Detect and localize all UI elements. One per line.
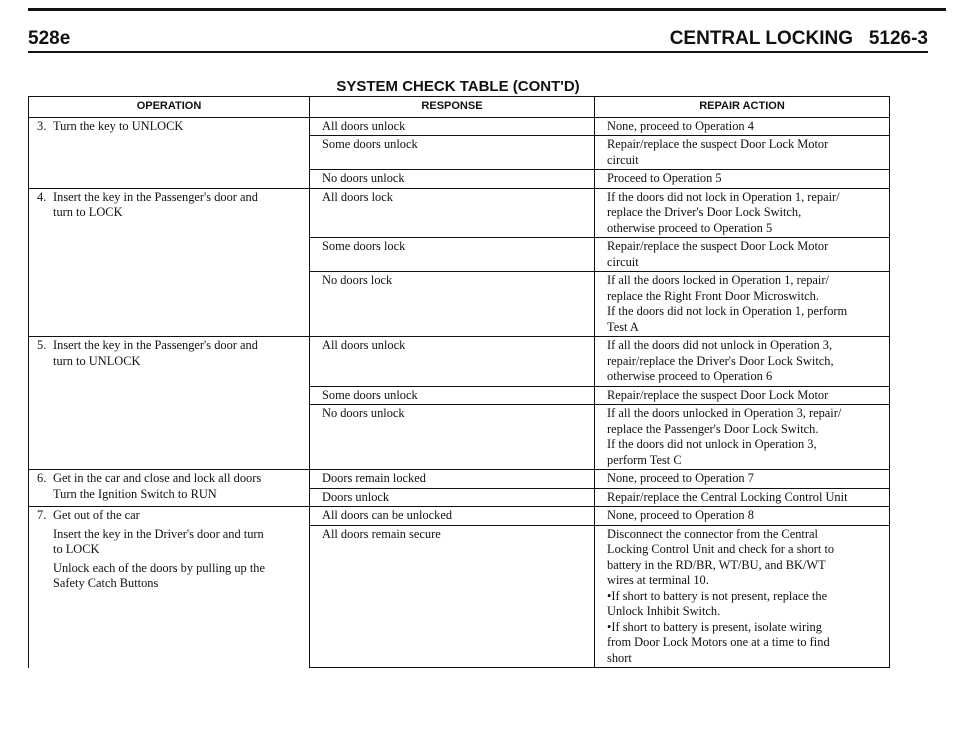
repair-action-text: If all the doors unlocked in Operation 3, repair/ [607,406,842,420]
repair-action-bullet: • If short to battery is present, isolate wiring [607,620,881,636]
table-title: SYSTEM CHECK TABLE (CONT'D) [336,78,580,95]
repair-action-text: replace the Right Front Door Microswitch. [607,288,819,303]
table-row [29,470,890,489]
repair-action-text: circuit [607,254,639,269]
repair-action-cell [595,405,890,470]
repair-action-text: None, proceed to Operation 4 [607,118,754,133]
repair-action-text: Repair/replace the Central Locking Control Unit [607,489,848,504]
response-cell: All doors can be unlocked [310,507,595,526]
operation-number: 4. [37,189,47,204]
response-cell: All doors remain secure [310,525,595,668]
repair-action-text: None, proceed to Operation 7 [607,471,754,485]
repair-action-text: If the doors did not unlock in Operation 3, [607,437,817,451]
repair-action-text: otherwise proceed to Operation 6 [607,369,773,383]
operation-text: Insert the key in the Passenger's door and [53,338,258,352]
operation-number: 6. [37,471,47,485]
repair-action-cell [595,136,890,170]
repair-action-text: If the doors did not lock in Operation 1, repair/ [607,189,840,204]
repair-action-cell [595,188,890,238]
column-header-response: RESPONSE [310,97,595,118]
repair-action-bullet: • If short to battery is not present, replace the [607,589,881,605]
repair-action-text: Repair/replace the suspect Door Lock Motor [607,387,829,402]
repair-action-text: Repair/replace the suspect Door Lock Motor [607,137,829,151]
operation-text: Insert the key in the Driver's door and turn [53,526,264,541]
column-header-operation: OPERATION [29,97,310,118]
operation-text: Get in the car and close and lock all doors [53,471,262,485]
operation-number: 5. [37,338,47,352]
repair-action-cell [595,386,890,405]
operation-text: turn to UNLOCK [53,353,141,368]
repair-action-text: Test A [607,319,639,334]
repair-action-text: perform Test C [607,452,682,467]
repair-action-bullet: Unlock Inhibit Switch. [607,604,721,618]
operation-cell [29,337,310,470]
repair-action-bullet: from Door Lock Motors one at a time to find [607,635,830,649]
table-row [29,117,890,136]
repair-action-text: otherwise proceed to Operation 5 [607,220,773,235]
model-label: 528e [28,28,71,49]
operation-text: Insert the key in the Passenger's door and [53,189,258,204]
operation-cell [29,507,310,668]
response-cell: All doors unlock [310,337,595,387]
repair-action-text: If all the doors did not unlock in Operation 3, [607,338,833,352]
repair-action-text: battery in the RD/BR, WT/BU, and BK/WT [607,557,826,572]
header-rule [28,51,928,53]
repair-action-cell [595,117,890,136]
response-cell: All doors lock [310,188,595,238]
operation-text: Get out of the car [53,508,140,522]
operation-text: turn to LOCK [53,205,123,219]
section-label: CENTRAL LOCKING 5126-3 [669,28,928,49]
repair-action-cell [595,488,890,507]
response-cell: Doors unlock [310,488,595,507]
repair-action-text: replace the Passenger's Door Lock Switch. [607,421,819,436]
operation-number: 3. [37,118,47,133]
response-cell: Some doors unlock [310,136,595,170]
response-cell: Doors remain locked [310,470,595,489]
response-cell: No doors unlock [310,170,595,189]
repair-action-text: replace the Driver's Door Lock Switch, [607,205,802,219]
operation-text: Safety Catch Buttons [53,576,159,590]
table-header-row [29,97,890,118]
repair-action-text: wires at terminal 10. [607,573,709,587]
repair-action-cell [595,525,890,668]
repair-action-text: Repair/replace the suspect Door Lock Motor [607,239,829,253]
repair-action-text: If the doors did not lock in Operation 1, perform [607,304,848,318]
operation-cell [29,188,310,337]
response-cell: No doors unlock [310,405,595,470]
table-row [29,507,890,526]
repair-action-cell [595,337,890,387]
operation-cell [29,470,310,507]
operation-text: Turn the Ignition Switch to RUN [53,486,217,501]
table-row [29,188,890,238]
repair-action-text: None, proceed to Operation 8 [607,508,754,522]
operation-step [37,561,301,592]
repair-action-cell [595,272,890,337]
operation-text: to LOCK [53,542,100,556]
response-cell: No doors lock [310,272,595,337]
column-header-repair-action: REPAIR ACTION [595,97,890,118]
repair-action-cell [595,238,890,272]
operation-cell [29,117,310,188]
repair-action-text: If all the doors locked in Operation 1, repair/ [607,273,829,287]
repair-action-text: repair/replace the Driver's Door Lock Switch, [607,353,834,368]
repair-action-cell [595,170,890,189]
repair-action-text: Disconnect the connector from the Central [607,526,818,541]
repair-action-cell [595,507,890,526]
response-cell: All doors unlock [310,117,595,136]
repair-action-cell [595,470,890,489]
top-rule [28,8,946,11]
repair-action-text: circuit [607,152,639,167]
repair-action-text: Proceed to Operation 5 [607,171,722,185]
repair-action-text: Locking Control Unit and check for a short to [607,542,835,556]
system-check-table [28,96,890,668]
operation-step [37,527,301,558]
response-cell: Some doors unlock [310,386,595,405]
response-cell: Some doors lock [310,238,595,272]
repair-action-bullet: short [607,650,632,665]
table-row [29,337,890,387]
operation-text: Turn the key to UNLOCK [53,118,184,133]
operation-number: 7. [37,508,47,522]
operation-text: Unlock each of the doors by pulling up the [53,560,265,575]
page-header [28,28,928,52]
